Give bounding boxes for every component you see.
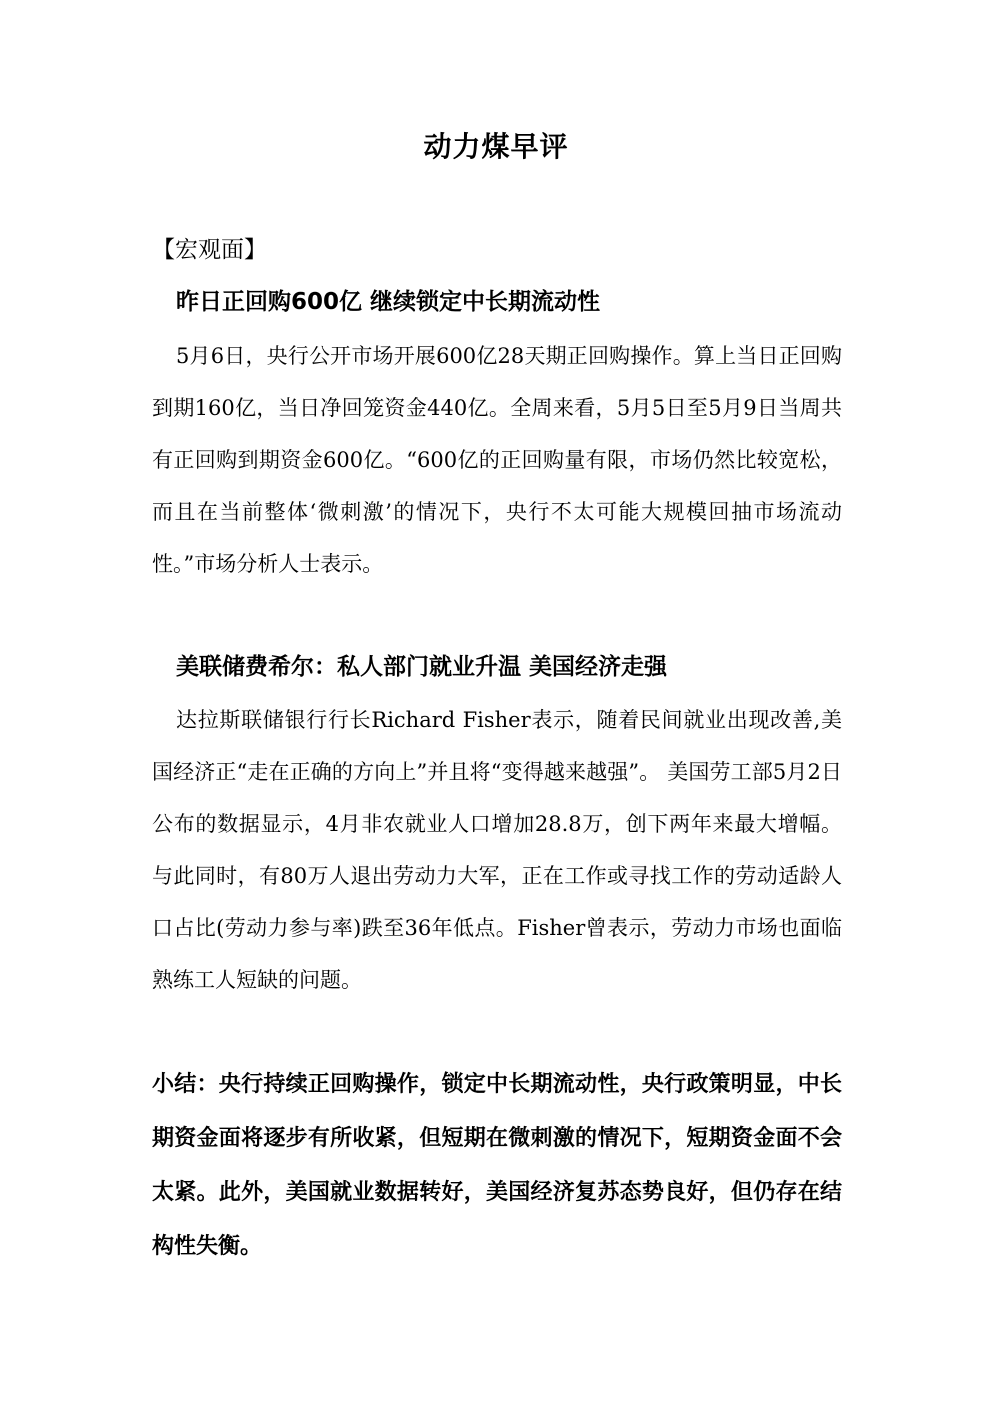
- news-headline-repo: 昨日正回购600亿 继续锁定中长期流动性: [176, 289, 601, 315]
- summary-paragraph: 小结：央行持续正回购操作，锁定中长期流动性，央行政策明显，中长期资金面将逐步有所收紧，但短期在微刺激的情况下，短期资金面不会太紧。此外，美国就业数据转好，美国经济复苏态势良好，但仍存在结构性失衡。: [152, 1072, 842, 1259]
- news-body-repo: 5月6日，央行公开市场开展600亿28天期正回购操作。算上当日正回购到期160亿，当日净回笼资金440亿。全周来看，5月5日至5月9日当周共有正回购到期资金600亿。“600亿的正回购量有限，市场仍然比较宽松，而且在当前整体‘微刺激’的情况下，央行不太可能大规模回抽市场流动性。”市场分析人士表示。: [152, 344, 842, 576]
- document-title: 动力煤早评: [423, 130, 569, 163]
- section-label-macro: 【宏观面】: [152, 237, 267, 263]
- news-body-fed: 达拉斯联储银行行长Richard Fisher表示，随着民间就业出现改善,美国经济正“走在正确的方向上”并且将“变得越来越强”。 美国劳工部5月2日公布的数据显示，4月非农就业人口增加28.8万，创下两年来最大增幅。与此同时，有80万人退出劳动力大军，正在工作或寻找工作的劳动适龄人口占比(劳动力参与率)跌至36年低点。Fisher曾表示，劳动力市场也面临熟练工人短缺的问题。: [152, 708, 842, 992]
- news-headline-fed: 美联储费希尔：私人部门就业升温 美国经济走强: [176, 654, 668, 680]
